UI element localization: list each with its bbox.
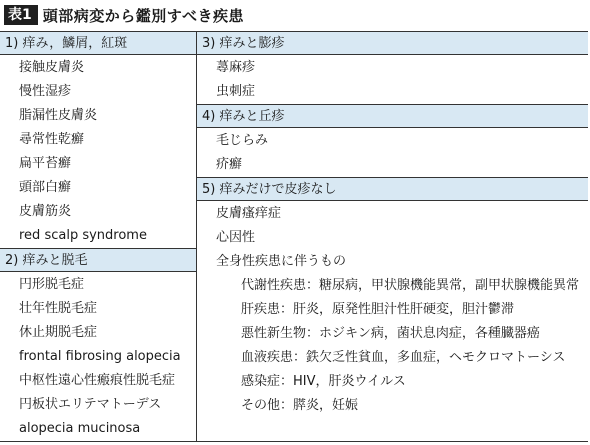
list-item: 尋常性乾癬 <box>19 132 85 147</box>
list-item: 蕁麻疹 <box>216 60 256 75</box>
list-item: 円形脱毛症 <box>19 277 85 292</box>
list-item: 毛じらみ <box>216 133 269 148</box>
list-item: 虫刺症 <box>216 84 256 99</box>
section-header-itch-scale-erythema: 1) 痒み，鱗屑，紅斑 <box>0 32 196 55</box>
list-item: 皮膚筋炎 <box>19 204 72 219</box>
list-item: 皮膚瘙痒症 <box>216 206 282 221</box>
sub-list-item: 感染症：HIV，肝炎ウイルス <box>241 374 406 389</box>
left-column <box>0 32 196 441</box>
section-header-itch-hair-loss: 2) 痒みと脱毛 <box>0 248 196 272</box>
list-item: 休止期脱毛症 <box>19 325 98 340</box>
section-header-itch-papule: 4) 痒みと丘疹 <box>197 104 588 128</box>
differential-diagnosis-table <box>0 31 588 442</box>
list-item: 円板状エリテマトーデス <box>19 397 162 412</box>
list-item: alopecia mucinosa <box>19 421 141 436</box>
list-item: 心因性 <box>216 230 256 245</box>
list-item: 全身性疾患に伴うもの <box>216 254 347 269</box>
list-item: 接触皮膚炎 <box>19 60 85 75</box>
section-header-itch-no-rash: 5) 痒みだけで皮疹なし <box>197 177 588 201</box>
sub-list-item: 血液疾患：鉄欠乏性貧血，多血症，ヘモクロマトーシス <box>241 350 566 365</box>
list-item: 慢性湿疹 <box>19 84 72 99</box>
list-item: 扁平苔癬 <box>19 156 72 171</box>
table-number-badge: 表1 <box>4 5 38 25</box>
list-item: frontal fibrosing alopecia <box>19 349 181 364</box>
list-item: 疥癬 <box>216 157 243 172</box>
section-header-itch-wheal: 3) 痒みと膨疹 <box>197 32 588 55</box>
list-item: 頭部白癬 <box>19 180 72 195</box>
list-item: 壮年性脱毛症 <box>19 301 98 316</box>
sub-list-item: 肝疾患：肝炎，原発性胆汁性肝硬変，胆汁鬱滞 <box>241 302 515 317</box>
sub-list-item: 悪性新生物：ホジキン病，菌状息肉症，各種臓器癌 <box>241 326 540 341</box>
sub-list-item: その他：膵炎，妊娠 <box>241 398 359 413</box>
list-item: 中枢性遠心性瘢痕性脱毛症 <box>19 373 176 388</box>
right-column <box>196 32 588 441</box>
list-item: red scalp syndrome <box>19 228 147 243</box>
list-item: 脂漏性皮膚炎 <box>19 108 98 123</box>
sub-list-item: 代謝性疾患：糖尿病，甲状腺機能異常，副甲状腺機能異常 <box>241 278 580 293</box>
table-title <box>4 3 244 27</box>
table-title-text: 頭部病変から鑑別すべき疾患 <box>42 6 244 25</box>
